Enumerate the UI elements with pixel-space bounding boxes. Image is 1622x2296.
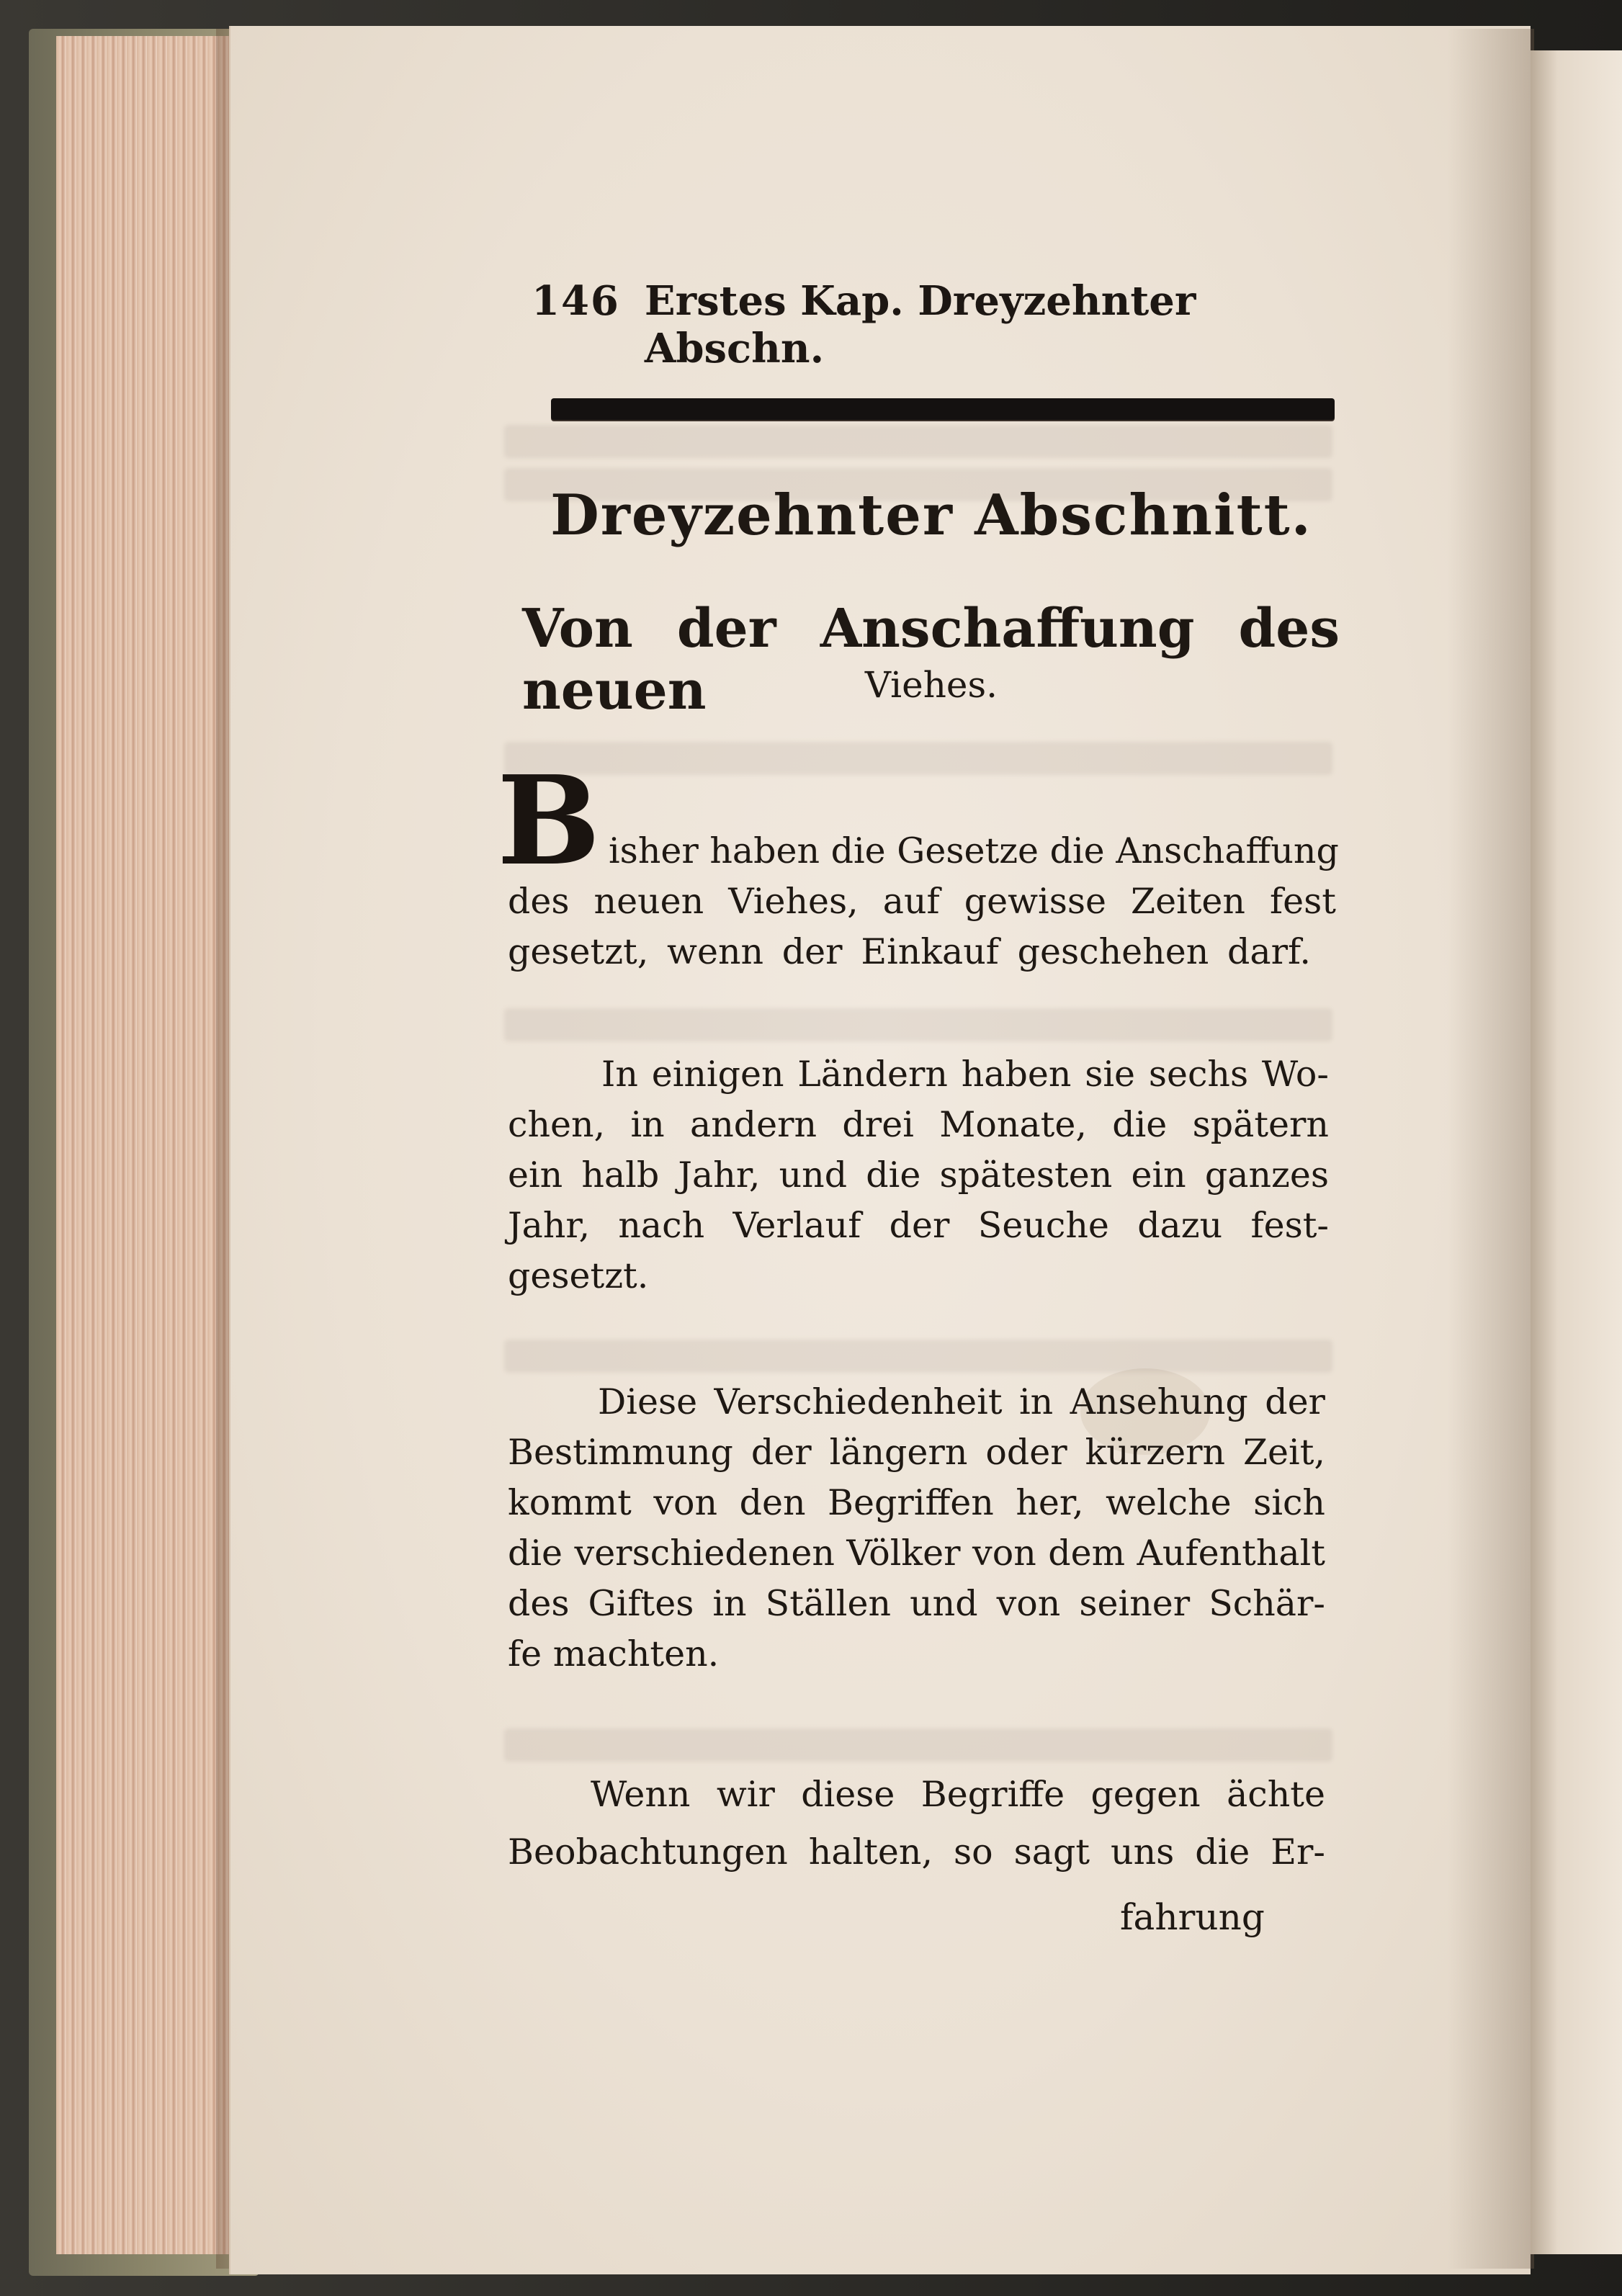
show-through: [504, 1728, 1332, 1762]
paragraph-line: In einigen Ländern haben sie sechs Wo-: [601, 1054, 1329, 1095]
paragraph-line: des neuen Viehes, auf gewisse Zeiten fest: [508, 881, 1336, 922]
paragraph-line: Bestimmung der längern oder kürzern Zeit,: [508, 1432, 1325, 1473]
paragraph-line: fe machten.: [508, 1633, 720, 1674]
paragraph-line: kommt von den Begriffen her, welche sich: [508, 1482, 1325, 1523]
section-subtitle-continued: Viehes.: [864, 664, 998, 706]
header-rule: [551, 398, 1335, 420]
paragraph-line: gesetzt, wenn der Einkauf geschehen darf.: [508, 931, 1311, 972]
page-number: 146: [532, 277, 620, 325]
paragraph-line: ein halb Jahr, und die spätesten ein ganzes: [508, 1154, 1329, 1196]
paragraph-line: des Giftes in Ställen und von seiner Schär-: [508, 1583, 1325, 1624]
paragraph-line: die verschiedenen Völker von dem Aufenthalt: [508, 1533, 1325, 1574]
show-through: [504, 1008, 1332, 1041]
section-subtitle: Von der Anschaffung des neuen: [522, 598, 1340, 722]
paragraph-line: Beobachtungen halten, so sagt uns die Er-: [508, 1831, 1325, 1873]
drop-cap: B: [497, 749, 601, 893]
running-head: [532, 277, 1331, 372]
section-title: Dreyzehnter Abschnitt.: [550, 483, 1312, 548]
paragraph-line: isher haben die Gesetze die Anschaffung: [609, 830, 1339, 871]
show-through: [504, 1340, 1332, 1373]
show-through: [504, 742, 1332, 775]
paragraph-line: Jahr, nach Verlauf der Seuche dazu fest-: [508, 1205, 1329, 1246]
paragraph-line: Diese Verschiedenheit in Ansehung der: [598, 1381, 1325, 1422]
paragraph-line: chen, in andern drei Monate, die spätern: [508, 1104, 1329, 1145]
catchword: fahrung: [1120, 1896, 1265, 1938]
paragraph-line: gesetzt.: [508, 1255, 649, 1296]
gutter-shadow: [1448, 29, 1534, 2269]
show-through: [504, 425, 1332, 458]
running-title: Erstes Kap. Dreyzehnter Abschn.: [644, 277, 1196, 372]
paragraph-line: Wenn wir diese Begriffe gegen ächte: [591, 1774, 1325, 1815]
facing-page-edge: [1531, 50, 1622, 2254]
